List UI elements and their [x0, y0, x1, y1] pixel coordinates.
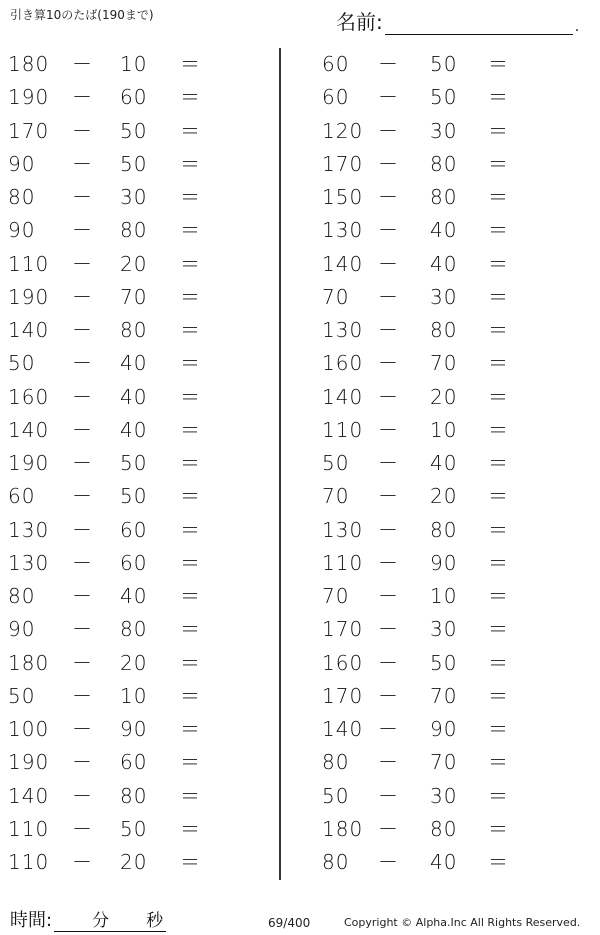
- problem-row: [310, 214, 590, 247]
- equals-sign: ＝: [488, 750, 509, 775]
- minus-sign: －: [378, 451, 399, 475]
- equals-sign: ＝: [488, 351, 509, 376]
- equals-sign: ＝: [488, 717, 509, 741]
- minuend: 110: [8, 850, 50, 874]
- equals-sign: ＝: [180, 384, 201, 409]
- equals-sign: ＝: [488, 284, 509, 309]
- minuend: 170: [322, 683, 364, 708]
- time-area: [10, 906, 166, 932]
- minus-sign: －: [378, 417, 399, 442]
- equals-sign: ＝: [180, 750, 201, 775]
- minus-sign: －: [378, 584, 399, 608]
- equals-sign: ＝: [180, 650, 201, 675]
- subtrahend: 80: [430, 151, 458, 176]
- problem-row: [0, 713, 280, 746]
- minuend: 190: [8, 451, 50, 475]
- minuend: 80: [8, 185, 36, 209]
- subtrahend: 40: [120, 384, 148, 409]
- minus-sign: －: [378, 617, 399, 642]
- time-label: 時間:: [10, 910, 53, 931]
- minus-sign: －: [378, 218, 399, 243]
- minus-sign: －: [72, 850, 93, 874]
- minuend: 130: [8, 550, 50, 575]
- subtrahend: 20: [430, 484, 458, 509]
- name-end-dot: .: [574, 19, 580, 35]
- minuend: 90: [8, 218, 36, 243]
- equals-sign: ＝: [488, 218, 509, 243]
- minuend: 130: [8, 517, 50, 542]
- minus-sign: －: [72, 384, 93, 409]
- problem-row: [0, 813, 280, 846]
- minus-sign: －: [72, 717, 93, 741]
- problem-row: [310, 281, 590, 314]
- minuend: 60: [322, 52, 350, 76]
- minuend: 160: [322, 351, 364, 376]
- problem-row: [310, 680, 590, 713]
- problem-row: [0, 48, 280, 81]
- minus-sign: －: [72, 85, 93, 110]
- equals-sign: ＝: [180, 816, 201, 841]
- subtrahend: 20: [120, 251, 148, 276]
- subtrahend: 40: [430, 850, 458, 874]
- subtrahend: 10: [120, 683, 148, 708]
- problem-row: [0, 480, 280, 513]
- worksheet-title: 引き算10のたば(190まで): [10, 8, 154, 22]
- minus-sign: －: [72, 816, 93, 841]
- right-problem-column: [310, 48, 590, 879]
- subtrahend: 80: [120, 218, 148, 243]
- equals-sign: ＝: [488, 151, 509, 176]
- minuend: 60: [322, 85, 350, 110]
- subtrahend: 60: [120, 750, 148, 775]
- minus-sign: －: [72, 52, 93, 76]
- minuend: 70: [322, 484, 350, 509]
- minuend: 100: [8, 717, 50, 741]
- subtrahend: 70: [430, 683, 458, 708]
- equals-sign: ＝: [180, 717, 201, 741]
- problem-row: [0, 514, 280, 547]
- subtrahend: 90: [120, 717, 148, 741]
- minuend: 50: [8, 351, 36, 376]
- subtrahend: 80: [430, 185, 458, 209]
- minus-sign: －: [378, 816, 399, 841]
- name-area: [336, 6, 579, 35]
- problem-row: [0, 613, 280, 646]
- problem-row: [0, 248, 280, 281]
- equals-sign: ＝: [180, 218, 201, 243]
- equals-sign: ＝: [180, 251, 201, 276]
- equals-sign: ＝: [488, 417, 509, 442]
- minus-sign: －: [72, 351, 93, 376]
- problem-row: [0, 148, 280, 181]
- problem-row: [310, 115, 590, 148]
- minuend: 140: [322, 384, 364, 409]
- minus-sign: －: [378, 52, 399, 76]
- page-number: 69/400: [268, 916, 311, 930]
- minuend: 140: [8, 783, 50, 808]
- minus-sign: －: [378, 284, 399, 309]
- minuend: 60: [8, 484, 36, 509]
- equals-sign: ＝: [180, 85, 201, 110]
- equals-sign: ＝: [180, 550, 201, 575]
- minus-sign: －: [72, 683, 93, 708]
- equals-sign: ＝: [180, 683, 201, 708]
- subtrahend: 20: [430, 384, 458, 409]
- minus-sign: －: [72, 517, 93, 542]
- subtrahend: 60: [120, 85, 148, 110]
- minuend: 160: [322, 650, 364, 675]
- subtrahend: 50: [120, 118, 148, 143]
- minuend: 130: [322, 318, 364, 342]
- minuend: 160: [8, 384, 50, 409]
- minus-sign: －: [378, 850, 399, 874]
- subtrahend: 40: [430, 251, 458, 276]
- minuend: 110: [8, 251, 50, 276]
- minuend: 110: [322, 550, 364, 575]
- equals-sign: ＝: [488, 451, 509, 475]
- problem-row: [0, 647, 280, 680]
- minutes-label: 分: [92, 911, 110, 931]
- minuend: 70: [322, 284, 350, 309]
- minuend: 70: [322, 584, 350, 608]
- minus-sign: －: [72, 284, 93, 309]
- minuend: 120: [322, 118, 364, 143]
- minus-sign: －: [72, 750, 93, 775]
- left-problem-column: [0, 48, 280, 879]
- minus-sign: －: [72, 484, 93, 509]
- problem-row: [310, 148, 590, 181]
- subtrahend: 70: [430, 750, 458, 775]
- subtrahend: 20: [120, 650, 148, 675]
- equals-sign: ＝: [180, 318, 201, 342]
- minuend: 170: [322, 617, 364, 642]
- subtrahend: 30: [430, 118, 458, 143]
- equals-sign: ＝: [488, 517, 509, 542]
- subtrahend: 50: [120, 484, 148, 509]
- minuend: 140: [322, 717, 364, 741]
- minuend: 170: [322, 151, 364, 176]
- problem-row: [310, 647, 590, 680]
- equals-sign: ＝: [488, 683, 509, 708]
- problem-row: [310, 447, 590, 480]
- minuend: 140: [8, 417, 50, 442]
- subtrahend: 10: [120, 52, 148, 76]
- equals-sign: ＝: [180, 617, 201, 642]
- minus-sign: －: [378, 185, 399, 209]
- equals-sign: ＝: [488, 584, 509, 608]
- minuend: 190: [8, 85, 50, 110]
- subtrahend: 20: [120, 850, 148, 874]
- equals-sign: ＝: [180, 284, 201, 309]
- problem-row: [310, 181, 590, 214]
- subtrahend: 50: [430, 85, 458, 110]
- minus-sign: －: [378, 550, 399, 575]
- problem-row: [310, 314, 590, 347]
- subtrahend: 30: [430, 284, 458, 309]
- problem-row: [0, 414, 280, 447]
- problem-row: [310, 613, 590, 646]
- minus-sign: －: [72, 783, 93, 808]
- equals-sign: ＝: [488, 484, 509, 509]
- equals-sign: ＝: [488, 850, 509, 874]
- equals-sign: ＝: [180, 517, 201, 542]
- problem-row: [310, 547, 590, 580]
- problem-row: [310, 813, 590, 846]
- subtrahend: 30: [430, 617, 458, 642]
- minuend: 180: [8, 52, 50, 76]
- problem-row: [0, 547, 280, 580]
- problem-row: [0, 281, 280, 314]
- subtrahend: 40: [120, 417, 148, 442]
- subtrahend: 90: [430, 550, 458, 575]
- minuend: 50: [322, 783, 350, 808]
- minus-sign: －: [378, 351, 399, 376]
- problem-row: [310, 780, 590, 813]
- equals-sign: ＝: [180, 451, 201, 475]
- problem-row: [310, 81, 590, 114]
- equals-sign: ＝: [488, 650, 509, 675]
- minus-sign: －: [72, 185, 93, 209]
- subtrahend: 80: [430, 816, 458, 841]
- minus-sign: －: [72, 451, 93, 475]
- equals-sign: ＝: [488, 783, 509, 808]
- equals-sign: ＝: [488, 118, 509, 143]
- minuend: 140: [322, 251, 364, 276]
- problem-row: [0, 846, 280, 879]
- equals-sign: ＝: [488, 251, 509, 276]
- equals-sign: ＝: [488, 617, 509, 642]
- equals-sign: ＝: [488, 85, 509, 110]
- problem-row: [310, 580, 590, 613]
- minuend: 110: [322, 417, 364, 442]
- problem-row: [310, 48, 590, 81]
- problem-row: [0, 347, 280, 380]
- minus-sign: －: [378, 484, 399, 509]
- problem-row: [0, 214, 280, 247]
- problem-row: [310, 347, 590, 380]
- minus-sign: －: [378, 517, 399, 542]
- name-label: 名前:: [336, 10, 383, 34]
- minuend: 180: [8, 650, 50, 675]
- column-divider: [279, 48, 281, 880]
- copyright-notice: Copyright © Alpha.Inc All Rights Reserved.: [344, 916, 581, 929]
- problem-row: [310, 248, 590, 281]
- minuend: 170: [8, 118, 50, 143]
- equals-sign: ＝: [180, 151, 201, 176]
- minus-sign: －: [378, 650, 399, 675]
- minus-sign: －: [72, 550, 93, 575]
- equals-sign: ＝: [180, 850, 201, 874]
- subtrahend: 40: [120, 584, 148, 608]
- minus-sign: －: [72, 151, 93, 176]
- minus-sign: －: [378, 750, 399, 775]
- seconds-label: 秒: [146, 911, 164, 931]
- equals-sign: ＝: [180, 52, 201, 76]
- problem-row: [0, 381, 280, 414]
- minuend: 80: [322, 850, 350, 874]
- minus-sign: －: [72, 251, 93, 276]
- minuend: 90: [8, 151, 36, 176]
- subtrahend: 30: [430, 783, 458, 808]
- subtrahend: 90: [430, 717, 458, 741]
- equals-sign: ＝: [488, 550, 509, 575]
- subtrahend: 40: [120, 351, 148, 376]
- subtrahend: 40: [430, 218, 458, 243]
- subtrahend: 10: [430, 584, 458, 608]
- minus-sign: －: [378, 251, 399, 276]
- subtrahend: 10: [430, 417, 458, 442]
- subtrahend: 30: [120, 185, 148, 209]
- subtrahend: 80: [120, 318, 148, 342]
- equals-sign: ＝: [180, 118, 201, 143]
- minus-sign: －: [378, 717, 399, 741]
- subtrahend: 60: [120, 550, 148, 575]
- minus-sign: －: [378, 118, 399, 143]
- minuend: 130: [322, 517, 364, 542]
- problem-row: [0, 181, 280, 214]
- minuend: 50: [8, 683, 36, 708]
- equals-sign: ＝: [180, 185, 201, 209]
- minus-sign: －: [72, 617, 93, 642]
- minus-sign: －: [378, 318, 399, 342]
- problem-row: [310, 713, 590, 746]
- minuend: 50: [322, 451, 350, 475]
- subtrahend: 80: [430, 318, 458, 342]
- equals-sign: ＝: [180, 584, 201, 608]
- problem-row: [0, 115, 280, 148]
- equals-sign: ＝: [488, 384, 509, 409]
- equals-sign: ＝: [180, 484, 201, 509]
- minuend: 80: [322, 750, 350, 775]
- minuend: 150: [322, 185, 364, 209]
- equals-sign: ＝: [488, 318, 509, 342]
- subtrahend: 80: [430, 517, 458, 542]
- problem-row: [0, 314, 280, 347]
- subtrahend: 50: [430, 650, 458, 675]
- problem-row: [310, 414, 590, 447]
- subtrahend: 70: [120, 284, 148, 309]
- problem-row: [310, 746, 590, 779]
- subtrahend: 50: [120, 816, 148, 841]
- time-field[interactable]: [54, 909, 166, 932]
- minus-sign: －: [378, 683, 399, 708]
- subtrahend: 70: [430, 351, 458, 376]
- subtrahend: 80: [120, 617, 148, 642]
- minuend: 80: [8, 584, 36, 608]
- minuend: 110: [8, 816, 50, 841]
- equals-sign: ＝: [180, 783, 201, 808]
- minus-sign: －: [72, 417, 93, 442]
- subtrahend: 60: [120, 517, 148, 542]
- minus-sign: －: [378, 783, 399, 808]
- problem-row: [0, 746, 280, 779]
- problem-row: [310, 514, 590, 547]
- subtrahend: 40: [430, 451, 458, 475]
- minuend: 90: [8, 617, 36, 642]
- minuend: 130: [322, 218, 364, 243]
- minus-sign: －: [378, 151, 399, 176]
- problem-row: [0, 680, 280, 713]
- minus-sign: －: [378, 85, 399, 110]
- equals-sign: ＝: [488, 185, 509, 209]
- minus-sign: －: [378, 384, 399, 409]
- minus-sign: －: [72, 218, 93, 243]
- problem-row: [0, 81, 280, 114]
- minuend: 180: [322, 816, 364, 841]
- minuend: 190: [8, 750, 50, 775]
- equals-sign: ＝: [180, 417, 201, 442]
- minus-sign: －: [72, 650, 93, 675]
- subtrahend: 50: [120, 151, 148, 176]
- name-field-line[interactable]: [385, 14, 573, 35]
- minus-sign: －: [72, 584, 93, 608]
- equals-sign: ＝: [488, 52, 509, 76]
- minuend: 140: [8, 318, 50, 342]
- subtrahend: 80: [120, 783, 148, 808]
- minus-sign: －: [72, 318, 93, 342]
- minus-sign: －: [72, 118, 93, 143]
- minuend: 190: [8, 284, 50, 309]
- problem-row: [0, 580, 280, 613]
- subtrahend: 50: [430, 52, 458, 76]
- problem-row: [310, 381, 590, 414]
- equals-sign: ＝: [180, 351, 201, 376]
- subtrahend: 50: [120, 451, 148, 475]
- problem-row: [310, 846, 590, 879]
- problem-row: [0, 780, 280, 813]
- equals-sign: ＝: [488, 816, 509, 841]
- problem-row: [0, 447, 280, 480]
- problem-row: [310, 480, 590, 513]
